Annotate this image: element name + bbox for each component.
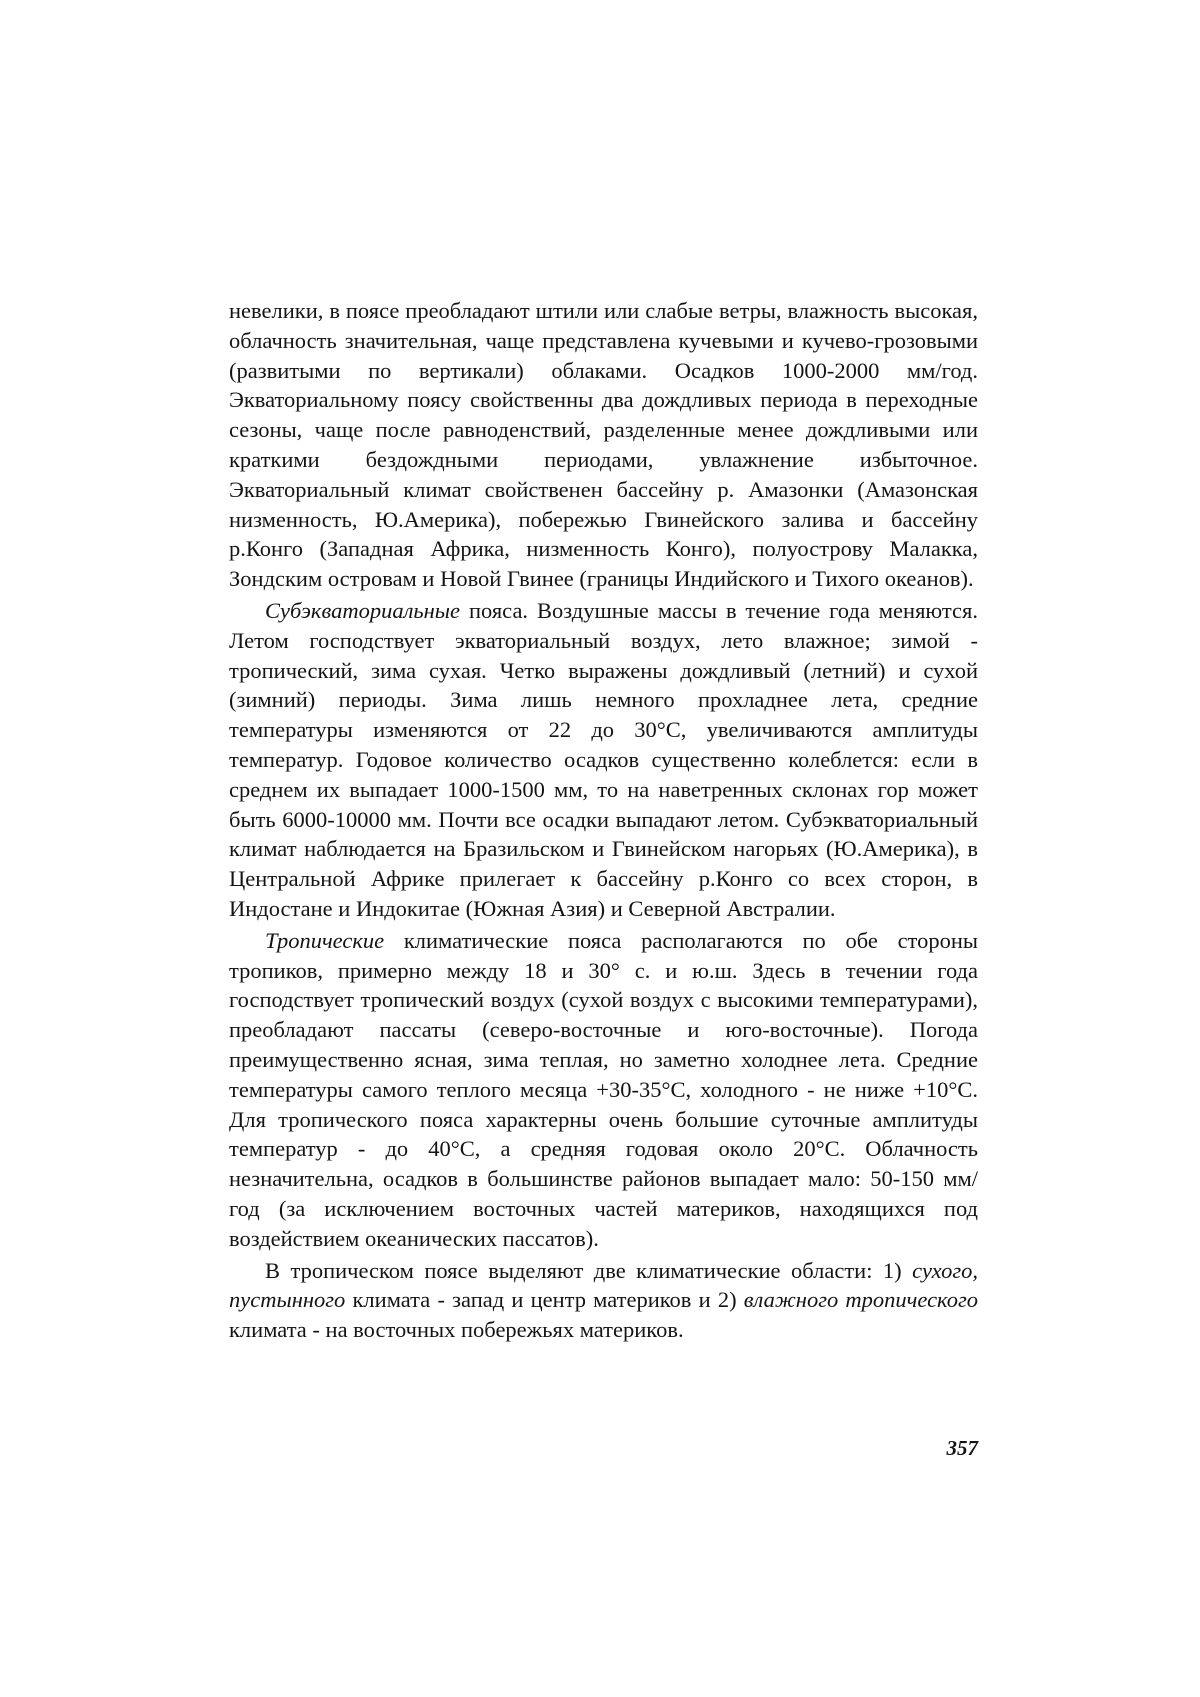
text-run: В тропическом поясе выделяют две климатические области: 1) bbox=[265, 1257, 913, 1283]
italic-term: сухого, пустынного bbox=[229, 1257, 978, 1313]
text-run: климата - на восточных побережьях материков. bbox=[229, 1317, 684, 1343]
italic-term: Субэкваториальные bbox=[265, 597, 461, 623]
paragraph bbox=[229, 296, 978, 594]
text-run: климатические пояса располагаются по обе стороны тропиков, примерно между 18 и 30° с. и ю.ш. Здесь в течении года господствует тропический воздух (сухой воздух с высокими температурами), преобладают пассаты (северо-восточные и юго-восточные). Погода преимущественно ясная, зима теплая, но заметно холоднее лета. Средние температуры самого теплого месяца +30-35°С, холодного - не ниже +10°С. Для тропического пояса характерны очень большие суточные амплитуды температур - до 40°С, а средняя годовая около 20°С. Облачность незначительна, осадков в большинстве районов выпадает мало: 50-150 мм/год (за исключением восточных частей материков, находящихся под воздействием океанических пассатов). bbox=[229, 927, 978, 1251]
text-run: пояса. Воздушные массы в течение года меняются. Летом господствует экваториальный воздух, лето влажное; зимой - тропический, зима сухая. Четко выражены дождливый (летний) и сухой (зимний) периоды. Зима лишь немного прохладнее лета, средние температуры изменяются от 22 до 30°С, увеличиваются амплитуды температур. Годовое количество осадков существенно колеблется: если в среднем их выпадает 1000-1500 мм, то на наветренных склонах гор может быть 6000-10000 мм. Почти все осадки выпадают летом. Субэкваториальный климат наблюдается на Бразильском и Гвинейском нагорьях (Ю.Америка), в Центральной Африке прилегает к бассейну р.Конго со всех сторон, в Индостане и Индокитае (Южная Азия) и Северной Австралии. bbox=[229, 597, 978, 921]
page-body bbox=[229, 296, 978, 1345]
italic-term: влажного тропического bbox=[743, 1287, 979, 1313]
paragraph bbox=[229, 596, 978, 924]
paragraph bbox=[229, 926, 978, 1254]
italic-term: Тропические bbox=[265, 927, 385, 953]
page-number: 357 bbox=[946, 1436, 978, 1460]
paragraph bbox=[229, 1256, 978, 1345]
text-run: невелики, в поясе преобладают штили или слабые ветры, влажность высокая, облачность значительная, чаще представлена кучевыми и кучево-грозовыми (развитыми по вертикали) облаками. Осадков 1000-2000 мм/год. Экваториальному поясу свойственны два дождливых периода в переходные сезоны, чаще после равноденствий, разделенные менее дождливыми или краткими бездождными периодами, увлажнение избыточное. Экваториальный климат свойственен бассейну р. Амазонки (Амазонская низменность, Ю.Америка), побережью Гвинейского залива и бассейну р.Конго (Западная Африка, низменность Конго), полуострову Малакка, Зондским островам и Новой Гвинее (границы Индийского и Тихого океанов). bbox=[229, 298, 978, 592]
text-run: климата - запад и центр материков и 2) bbox=[345, 1287, 744, 1313]
